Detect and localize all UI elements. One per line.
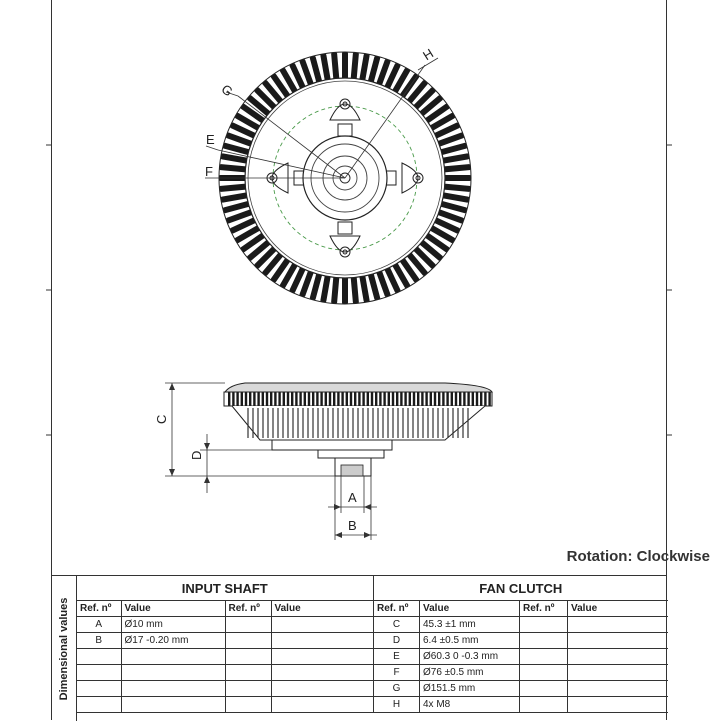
side-fin [320, 392, 322, 406]
side-fin [312, 392, 314, 406]
fin [443, 175, 471, 181]
ref-cell [77, 649, 121, 665]
side-fin [442, 392, 444, 406]
side-fin [249, 392, 251, 406]
side-fin [472, 392, 474, 406]
side-fin [459, 392, 461, 406]
value-cell [568, 697, 668, 713]
value-cell: Ø76 ±0.5 mm [420, 665, 520, 681]
side-fin [299, 392, 301, 406]
value-cell [568, 681, 668, 697]
side-fin [270, 392, 272, 406]
side-fin [232, 392, 234, 406]
table-row [77, 617, 373, 633]
side-fin [337, 392, 339, 406]
rotation-note: Rotation: Clockwise [566, 548, 710, 565]
value-cell [271, 697, 373, 713]
column-header: Ref. nº [374, 601, 420, 617]
side-fin [463, 392, 465, 406]
side-fin [484, 392, 486, 406]
side-fin [451, 392, 453, 406]
dimensional-values-label: Dimensional values [51, 576, 77, 721]
side-fin [325, 392, 327, 406]
ref-cell [520, 633, 568, 649]
fin [220, 192, 249, 203]
fin [342, 52, 348, 80]
fin [442, 184, 470, 192]
ref-cell: E [374, 649, 420, 665]
value-cell [568, 633, 668, 649]
side-fin [425, 392, 427, 406]
ref-cell: G [374, 681, 420, 697]
side-fin [480, 392, 482, 406]
label-c: C [154, 414, 169, 424]
value-cell [121, 665, 225, 681]
value-cell: 6.4 ±0.5 mm [420, 633, 520, 649]
side-fin [358, 392, 360, 406]
side-fin [329, 392, 331, 406]
label-e: E [206, 132, 215, 147]
column-header: Ref. nº [225, 601, 271, 617]
side-fin [446, 392, 448, 406]
side-fin [476, 392, 478, 406]
table-row [374, 633, 668, 649]
ref-cell: H [374, 697, 420, 713]
column-header: Ref. nº [77, 601, 121, 617]
fin [331, 275, 339, 303]
side-fin [283, 392, 285, 406]
table-row [77, 649, 373, 665]
fin [219, 164, 247, 172]
value-cell [121, 681, 225, 697]
fan-clutch-side-view [154, 383, 492, 540]
side-fin [455, 392, 457, 406]
value-cell: Ø151.5 mm [420, 681, 520, 697]
side-fin [350, 392, 352, 406]
value-cell: Ø60.3 0 -0.3 mm [420, 649, 520, 665]
side-fin [413, 392, 415, 406]
label-g: G [218, 81, 236, 100]
ref-cell [225, 633, 271, 649]
side-fin [341, 392, 343, 406]
ref-cell [77, 697, 121, 713]
ref-cell: F [374, 665, 420, 681]
side-fin [396, 392, 398, 406]
ref-cell: D [374, 633, 420, 649]
table-row [374, 665, 668, 681]
input-shaft-title: INPUT SHAFT [77, 576, 373, 601]
ref-cell [520, 681, 568, 697]
side-fin [245, 392, 247, 406]
column-header: Value [271, 601, 373, 617]
side-fin [278, 392, 280, 406]
column-header: Ref. nº [520, 601, 568, 617]
fin [359, 53, 370, 82]
ref-cell: A [77, 617, 121, 633]
side-fin [430, 392, 432, 406]
fin [441, 192, 470, 203]
side-fin [375, 392, 377, 406]
side-fin [274, 392, 276, 406]
side-fin [253, 392, 255, 406]
table-row [374, 617, 668, 633]
side-fin [438, 392, 440, 406]
fin [331, 52, 339, 80]
side-fin [421, 392, 423, 406]
table-row [77, 697, 373, 713]
side-fin [333, 392, 335, 406]
side-fin [316, 392, 318, 406]
side-fin [257, 392, 259, 406]
side-fin [354, 392, 356, 406]
fin [320, 53, 331, 82]
value-cell: Ø10 mm [121, 617, 225, 633]
table-row [77, 633, 373, 649]
fan-clutch-table [373, 576, 668, 713]
column-header: Value [568, 601, 668, 617]
side-fin [308, 392, 310, 406]
side-fin [228, 392, 230, 406]
label-d: D [189, 450, 204, 460]
value-cell [568, 617, 668, 633]
fin [351, 52, 359, 80]
side-fin [488, 392, 490, 406]
label-f: F [205, 164, 213, 179]
label-a: A [348, 490, 357, 505]
fin [342, 276, 348, 304]
table-row [374, 681, 668, 697]
fin [351, 275, 359, 303]
side-fin [367, 392, 369, 406]
ref-cell [77, 665, 121, 681]
side-fin [262, 392, 264, 406]
value-cell: 45.3 ±1 mm [420, 617, 520, 633]
side-fin [266, 392, 268, 406]
side-fin [241, 392, 243, 406]
side-fin [362, 392, 364, 406]
side-fin [388, 392, 390, 406]
value-cell [568, 649, 668, 665]
ref-cell [225, 649, 271, 665]
table-row [374, 697, 668, 713]
side-fin [400, 392, 402, 406]
fan-clutch-title: FAN CLUTCH [374, 576, 668, 601]
table-row [77, 665, 373, 681]
label-h: H [420, 45, 437, 64]
value-cell [271, 681, 373, 697]
table-row [374, 649, 668, 665]
side-fin [236, 392, 238, 406]
ref-cell [520, 617, 568, 633]
fin [219, 184, 247, 192]
ref-cell [225, 697, 271, 713]
value-cell [271, 633, 373, 649]
value-cell [121, 649, 225, 665]
fin [441, 153, 470, 164]
ref-cell [225, 617, 271, 633]
ref-cell [77, 681, 121, 697]
side-fin [417, 392, 419, 406]
side-fin [467, 392, 469, 406]
value-cell [271, 649, 373, 665]
fin [320, 274, 331, 303]
column-header: Value [420, 601, 520, 617]
ref-cell [225, 665, 271, 681]
fin [359, 274, 370, 303]
value-cell: Ø17 -0.20 mm [121, 633, 225, 649]
side-fin [304, 392, 306, 406]
column-header: Value [121, 601, 225, 617]
ref-cell: C [374, 617, 420, 633]
dimensional-values-table [51, 575, 667, 720]
ref-cell [225, 681, 271, 697]
value-cell: 4x M8 [420, 697, 520, 713]
side-fin [392, 392, 394, 406]
side-fin [346, 392, 348, 406]
side-fin [379, 392, 381, 406]
fan-clutch-top-view [205, 46, 471, 304]
ref-cell [520, 649, 568, 665]
side-fin [383, 392, 385, 406]
ref-cell [520, 665, 568, 681]
side-fin [371, 392, 373, 406]
value-cell [121, 697, 225, 713]
fin [220, 153, 249, 164]
side-fin [434, 392, 436, 406]
fin [442, 164, 470, 172]
table-row [77, 681, 373, 697]
value-cell [568, 665, 668, 681]
side-fin [295, 392, 297, 406]
ref-cell [520, 697, 568, 713]
side-fin [409, 392, 411, 406]
side-fin [404, 392, 406, 406]
value-cell [271, 665, 373, 681]
label-b: B [348, 518, 357, 533]
side-fin [287, 392, 289, 406]
ref-cell: B [77, 633, 121, 649]
input-shaft-table [77, 576, 374, 713]
side-fin [291, 392, 293, 406]
value-cell [271, 617, 373, 633]
